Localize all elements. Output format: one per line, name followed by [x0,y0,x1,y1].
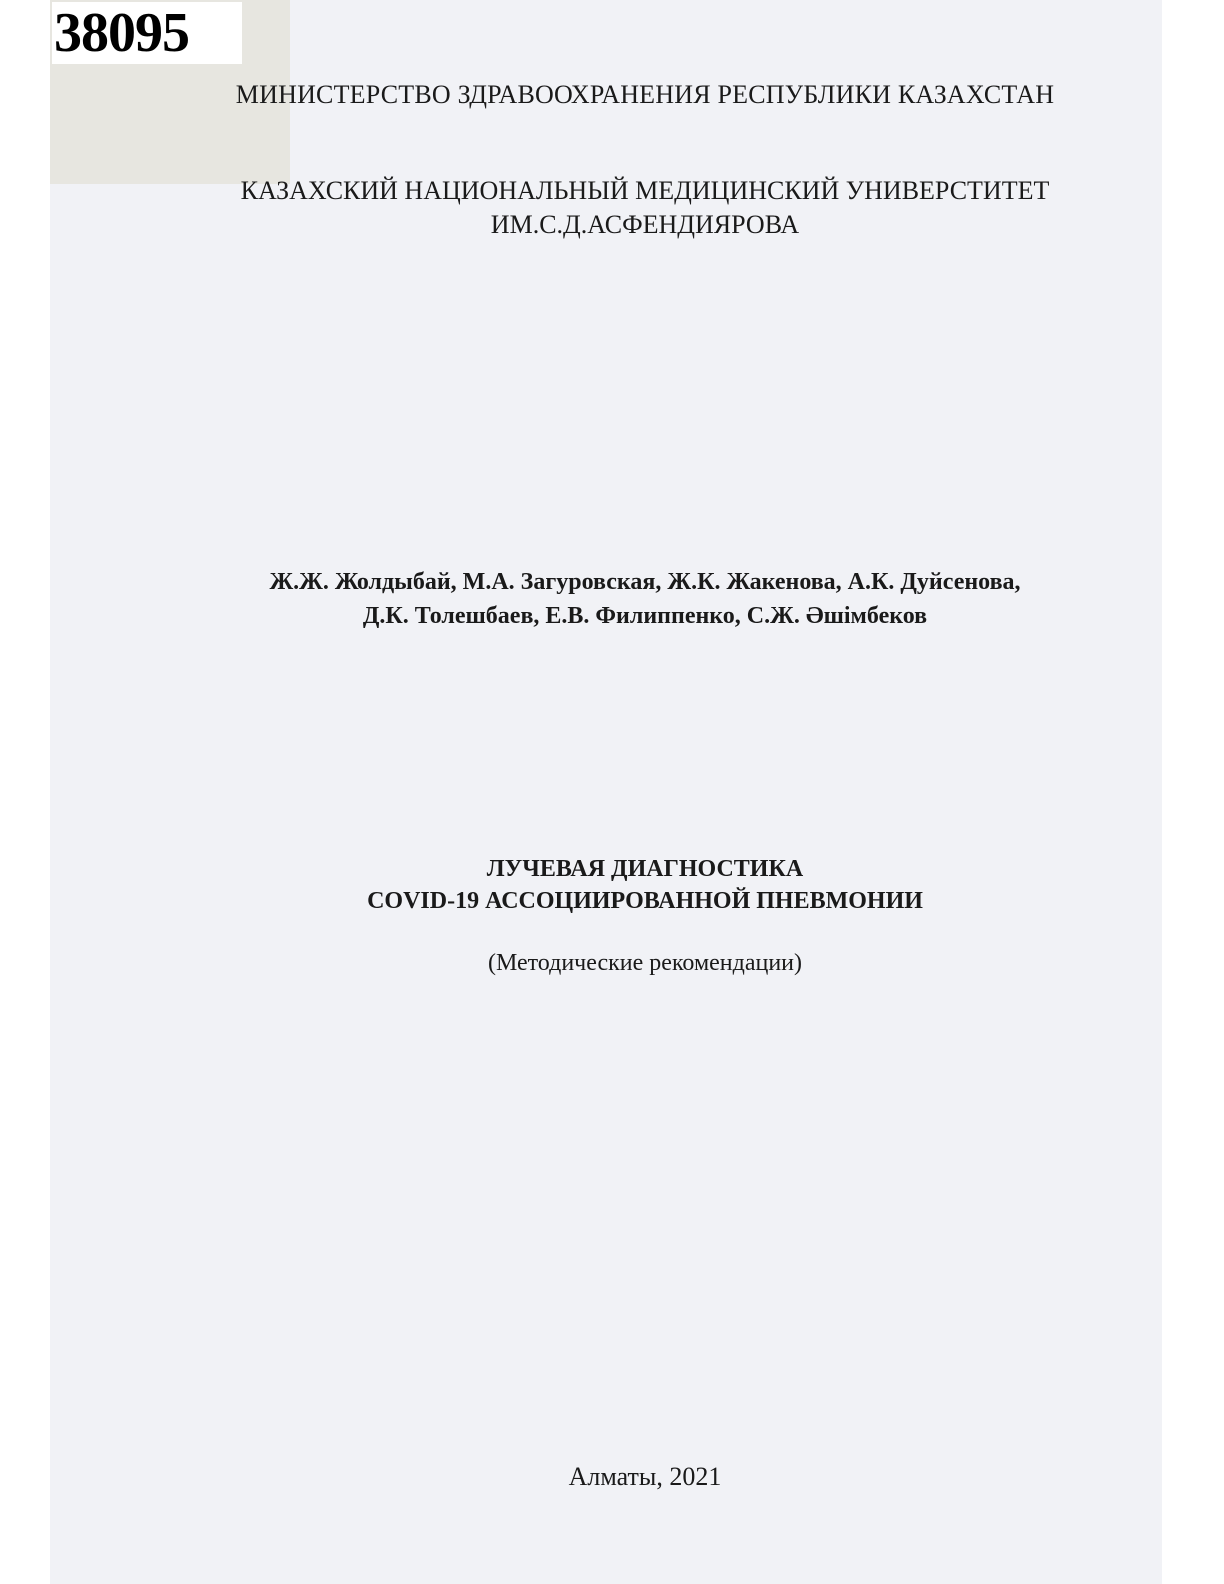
university-named-after: ИМ.С.Д.АСФЕНДИЯРОВА [490,210,800,239]
document-page [50,0,1162,1584]
document-title [128,853,1162,917]
title-line-1: ЛУЧЕВАЯ ДИАГНОСТИКА [486,856,804,882]
document-subtitle: (Методические рекомендации) [487,950,803,976]
ministry-heading: МИНИСТЕРСТВО ЗДРАВООХРАНЕНИЯ РЕСПУБЛИКИ КАЗАХСТАН [235,80,1055,109]
authors-block [128,565,1162,633]
authors-line-1: Ж.Ж. Жолдыбай, М.А. Загуровская, Ж.К. Жакенова, А.К. Дуйсенова, [269,569,1021,595]
university-name: КАЗАХСКИЙ НАЦИОНАЛЬНЫЙ МЕДИЦИНСКИЙ УНИВЕРСТИТЕТ [240,176,1050,205]
city-year: Алматы, 2021 [568,1462,722,1491]
inventory-number: 38095 [52,2,242,64]
title-line-2: COVID-19 АССОЦИИРОВАННОЙ ПНЕВМОНИИ [367,888,923,914]
authors-line-2: Д.К. Толешбаев, Е.В. Филиппенко, С.Ж. Әшімбеков [362,603,928,629]
university-heading [128,174,1162,242]
